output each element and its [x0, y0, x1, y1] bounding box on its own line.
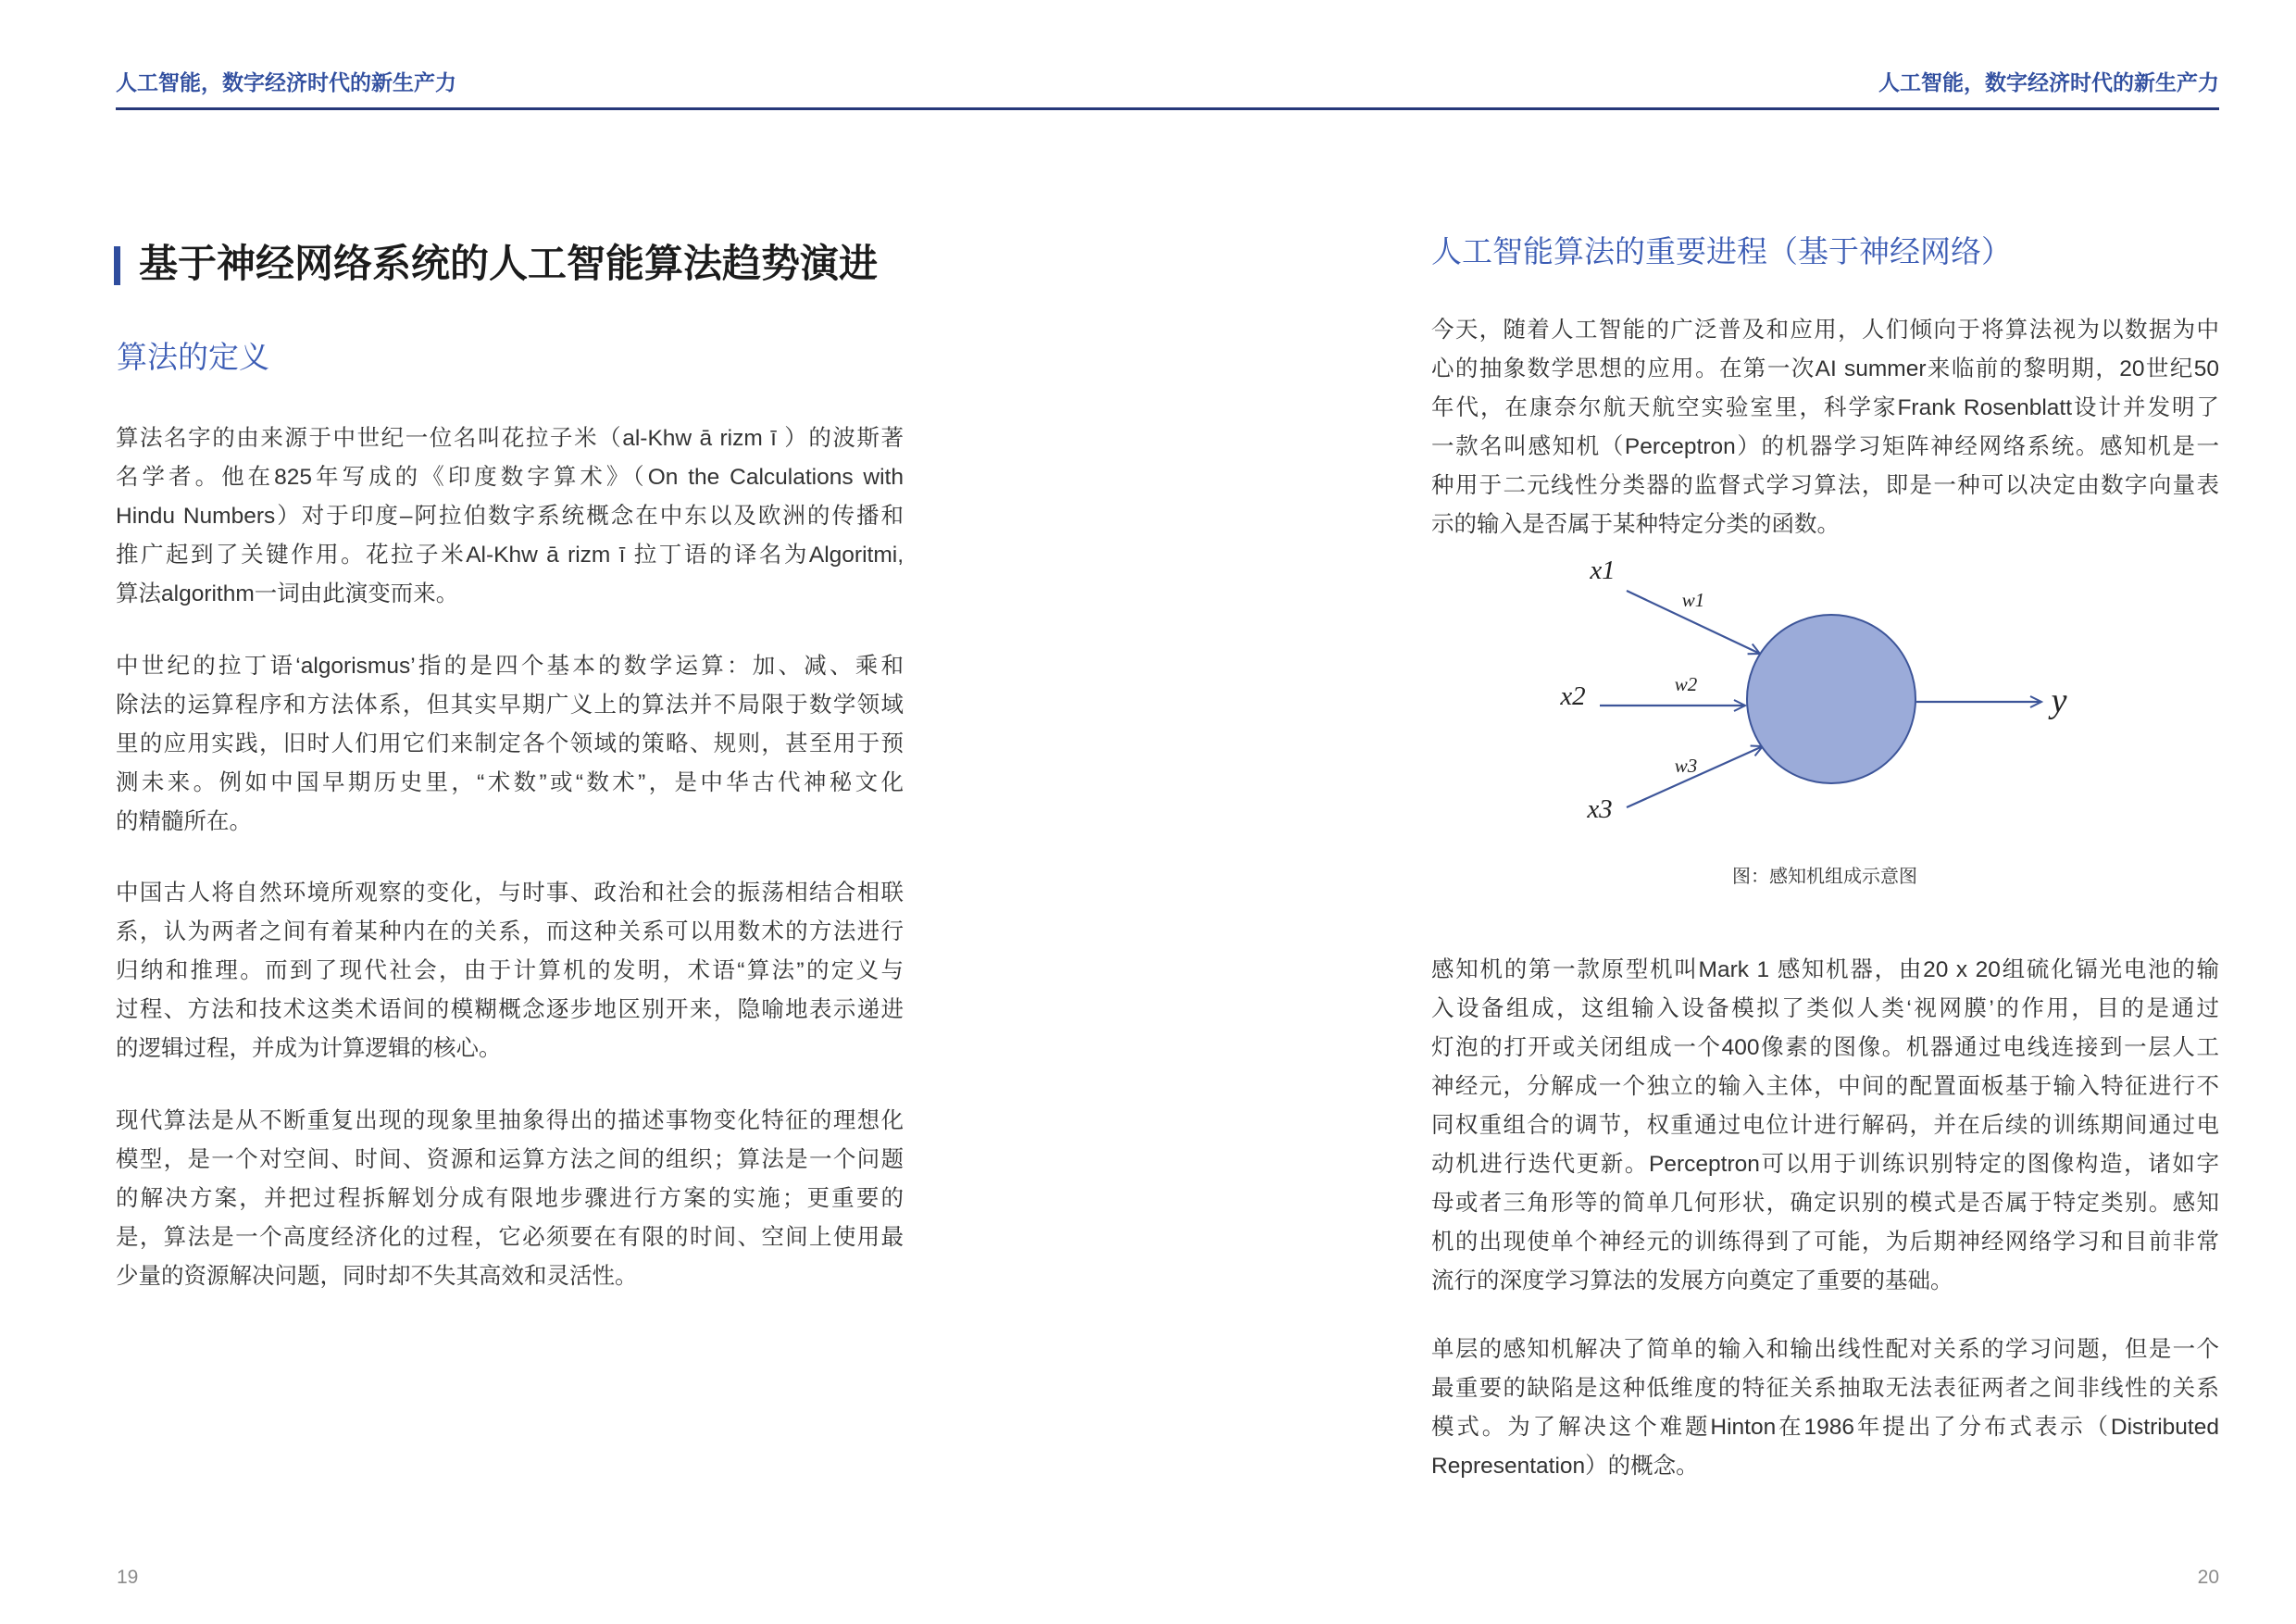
- running-header-right: 人工智能，数字经济时代的新生产力: [1878, 70, 2219, 94]
- paragraph-line: 推广起到了关键作用。花拉子米Al-Khw ā rizm ī 拉丁语的译名为Algoritmi,: [116, 543, 904, 568]
- paragraph-line: 中国古人将自然环境所观察的变化，与时事、政治和社会的振荡相结合相联: [116, 881, 904, 906]
- paragraph-line: 今天，随着人工智能的广泛普及和应用，人们倾向于将算法视为以数据为中: [1431, 318, 2219, 343]
- paragraph-line: 单层的感知机解决了简单的输入和输出线性配对关系的学习问题，但是一个: [1431, 1337, 2219, 1362]
- input-label-x3: x3: [1587, 794, 1613, 824]
- paragraph-line: 是，算法是一个高度经济化的过程，它必须要在有限的时间、空间上使用最: [116, 1225, 904, 1250]
- paragraph-line: 神经元，分解成一个独立的输入主体，中间的配置面板基于输入特征进行不: [1431, 1074, 2219, 1099]
- paragraph-line: 模型，是一个对空间、时间、资源和运算方法之间的组织；算法是一个问题: [116, 1147, 904, 1172]
- paragraph-line: 机的出现使单个神经元的训练得到了可能，为后期神经网络学习和目前非常: [1431, 1230, 2219, 1255]
- running-header-left: 人工智能，数字经济时代的新生产力: [116, 70, 456, 94]
- paragraph-line: 动机进行迭代更新。Perceptron可以用于训练识别特定的图像构造，诸如字: [1431, 1152, 2219, 1177]
- paragraph-line: 除法的运算程序和方法体系，但其实早期广义上的算法并不局限于数学领域: [116, 693, 904, 718]
- paragraph-line: 现代算法是从不断重复出现的现象里抽象得出的描述事物变化特征的理想化: [116, 1108, 904, 1133]
- weight-label-w2: w2: [1674, 673, 1698, 695]
- figure-caption: 图：感知机组成示意图: [1732, 867, 1917, 887]
- paragraph-line: 的逻辑过程，并成为计算逻辑的核心。: [116, 1036, 502, 1061]
- paragraph-line: 测未来。例如中国早期历史里，“术数”或“数术”，是中华古代神秘文化: [116, 770, 904, 795]
- perceptron-diagram: [1555, 546, 2092, 843]
- paragraph: [1431, 1330, 2219, 1486]
- paragraph-line: 少量的资源解决问题，同时却不失其高效和灵活性。: [116, 1264, 638, 1289]
- paragraph-line: 母或者三角形等的简单几何形状，确定识别的模式是否属于特定类别。感知: [1431, 1191, 2219, 1216]
- paragraph-line: 同权重组合的调节，权重通过电位计进行解码，并在后续的训练期间通过电: [1431, 1113, 2219, 1138]
- paragraph: [116, 874, 904, 1068]
- section-title-bar: [114, 246, 120, 285]
- paragraph-line: Representation）的概念。: [1431, 1454, 1699, 1479]
- paragraph-line: 种用于二元线性分类器的监督式学习算法，即是一种可以决定由数字向量表: [1431, 473, 2219, 498]
- paragraph-line: 模式。为了解决这个难题Hinton在1986年提出了分布式表示（Distributed: [1431, 1415, 2219, 1440]
- page-number-right: 20: [2197, 1567, 2219, 1588]
- paragraph-line: 归纳和推理。而到了现代社会，由于计算机的发明，术语“算法”的定义与: [116, 958, 904, 983]
- header-rule: [116, 107, 2219, 110]
- weight-label-w1: w1: [1681, 589, 1705, 611]
- paragraph-line: 灯泡的打开或关闭组成一个400像素的图像。机器通过电线连接到一层人工: [1431, 1035, 2219, 1060]
- paragraph-line: 年代，在康奈尔航天航空实验室里，科学家Frank Rosenblatt设计并发明了: [1431, 395, 2219, 420]
- paragraph-line: 流行的深度学习算法的发展方向奠定了重要的基础。: [1431, 1268, 1953, 1293]
- paragraph: [1431, 311, 2219, 544]
- subheading-neural-network-progress: 人工智能算法的重要进程（基于神经网络）: [1431, 234, 2012, 269]
- paragraph-line: 系，认为两者之间有着某种内在的关系，而这种关系可以用数术的方法进行: [116, 919, 904, 944]
- paragraph: [116, 1102, 904, 1296]
- paragraph: [116, 647, 904, 842]
- paragraph-line: 感知机的第一款原型机叫Mark 1 感知机器，由20 x 20组硫化镉光电池的输: [1431, 957, 2219, 982]
- subheading-algorithm-definition: 算法的定义: [117, 340, 269, 374]
- paragraph-line: 最重要的缺陷是这种低维度的特征关系抽取无法表征两者之间非线性的关系: [1431, 1376, 2219, 1401]
- paragraph-line: 中世纪的拉丁语‘algorismus’指的是四个基本的数学运算：加、减、乘和: [116, 654, 904, 679]
- paragraph-line: 入设备组成，这组输入设备模拟了类似人类‘视网膜’的作用，目的是通过: [1431, 996, 2219, 1021]
- neuron-circle: [1747, 615, 1915, 783]
- paragraph-line: Hindu Numbers）对于印度–阿拉伯数字系统概念在中东以及欧洲的传播和: [116, 504, 904, 529]
- paragraph-line: 过程、方法和技术这类术语间的模糊概念逐步地区别开来，隐喻地表示递进: [116, 997, 904, 1022]
- paragraph-line: 一款名叫感知机（Perceptron）的机器学习矩阵神经网络系统。感知机是一: [1431, 434, 2219, 459]
- paragraph-line: 名学者。他在825年写成的《印度数字算术》（On the Calculations with: [116, 465, 904, 490]
- weight-label-w3: w3: [1674, 755, 1698, 777]
- paragraph-line: 里的应用实践，旧时人们用它们来制定各个领域的策略、规则，甚至用于预: [116, 731, 904, 756]
- paragraph-line: 心的抽象数学思想的应用。在第一次AI summer来临前的黎明期，20世纪50: [1431, 356, 2219, 381]
- paragraph-line: 算法algorithm一词由此演变而来。: [116, 581, 459, 606]
- paragraph: [1431, 951, 2219, 1301]
- page-number-left: 19: [117, 1567, 139, 1588]
- input-label-x2: x2: [1560, 681, 1586, 711]
- paragraph-line: 的解决方案，并把过程拆解划分成有限地步骤进行方案的实施；更重要的: [116, 1186, 904, 1211]
- output-label-y: y: [2051, 681, 2067, 720]
- paragraph-line: 的精髓所在。: [116, 809, 252, 834]
- paragraph: [116, 419, 904, 614]
- paragraph-line: 示的输入是否属于某种特定分类的函数。: [1431, 512, 1840, 537]
- input-label-x1: x1: [1590, 556, 1616, 585]
- paragraph-line: 算法名字的由来源于中世纪一位名叫花拉子米（al-Khw ā rizm ī ）的波斯著: [116, 426, 904, 451]
- section-title: 基于神经网络系统的人工智能算法趋势演进: [139, 242, 879, 285]
